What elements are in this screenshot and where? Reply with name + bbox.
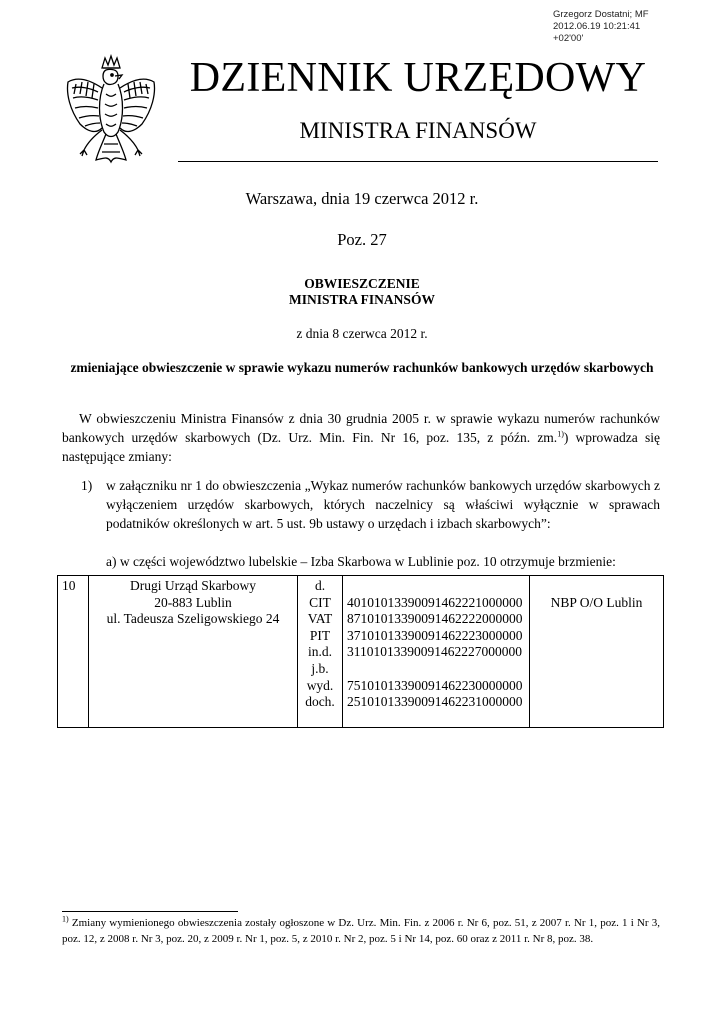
gazette-subtitle: MINISTRA FINANSÓW [299,118,537,143]
footnote-ref: 1) [557,429,564,439]
digital-signature [553,9,718,45]
item-number: 1) [81,478,93,493]
intro-paragraph [62,409,660,466]
intro-end: ) wprowadza się następujące zmiany: [62,430,660,464]
document-issuer: MINISTRA FINANSÓW [289,292,435,307]
position-number: Poz. 27 [337,230,387,249]
accounts-table [57,575,664,728]
masthead-divider [178,161,658,162]
footnote [62,916,660,947]
bank-cell [530,576,664,728]
gazette-title: DZIENNIK URZĘDOWY [189,55,647,101]
type-label: PIT [309,627,331,643]
type-label: in.d. [307,644,332,660]
account-number [347,578,525,595]
polish-eagle-emblem-icon [62,54,160,176]
signature-signer: Grzegorz Dostatni; MF [553,9,649,20]
account-number: 87101013390091462222000000 [347,611,523,627]
account-number: 25101013390091462231000000 [347,694,523,710]
signature-timestamp: 2012.06.19 10:21:41 [553,21,641,32]
account-number: 31101013390091462227000000 [347,644,522,660]
type-label: d. [314,578,326,593]
table-row [58,576,664,728]
office-cell [89,576,298,728]
place-date: Warszawa, dnia 19 czerwca 2012 r. [245,189,479,208]
type-label: j.b. [311,660,329,676]
subitem-text: a) w części województwo lubelskie – Izba Skarbowa w Lublinie poz. 10 otrzymuje brzmienie: [106,554,616,569]
office-street: ul. Tadeusza Szeligowskiego 24 [106,611,280,627]
office-city: 20-883 Lublin [154,594,232,610]
row-number: 10 [58,576,89,728]
document-heading: OBWIESZCZENIE [304,276,420,291]
account-number: 75101013390091462230000000 [347,677,523,693]
account-cell [343,576,530,728]
account-number: 40101013390091462221000000 [347,594,523,610]
bank-name: NBP O/O Lublin [550,594,643,610]
issue-date: z dnia 8 czerwca 2012 r. [296,326,428,341]
type-label: VAT [307,611,333,627]
type-label: CIT [309,594,331,610]
document-subject: zmieniające obwieszczenie w sprawie wykazu numerów rachunków bankowych urzędów skarbowych [70,360,654,375]
type-cell [298,576,343,728]
account-number: 37101013390091462223000000 [347,627,523,643]
office-name: Drugi Urząd Skarbowy [130,578,256,593]
type-label: doch. [305,694,335,710]
item-text: w załączniku nr 1 do obwieszczenia „Wykaz numerów rachunków bankowych urzędów skarbowych z wyłączeniem urzędów skarbowych, których naczelnicy są właściwi wyłącznie w sprawach podatników określonych w art. 5 ust. 9b ustawy o urzędach i izbach skarbowych”: [106,478,660,531]
intro-text: W obwieszczeniu Ministra Finansów z dnia 30 grudnia 2005 r. w sprawie wykazu numerów rachunków bankowych urzędów skarbowych (Dz. Urz. Min. Fin. Nr 16, poz. 135, z późn. zm. [62,411,660,445]
footnote-divider [62,911,238,912]
account-number [347,661,525,678]
signature-timezone: +02'00' [553,33,584,44]
footnote-text: Zmiany wymienionego obwieszczenia zostały ogłoszone w Dz. Urz. Min. Fin. z 2006 r. Nr 6, poz. 51, z 2007 r. Nr 1, poz. 1 i Nr 3, poz. 12, z 2008 r. Nr 3, poz. 20, z 2009 r. Nr 1, poz. 5, z 2010 r. Nr 2, poz. 5 i Nr 14, poz. 60 oraz z 2011 r. Nr 8, poz. 38. [62,917,660,945]
footnote-marker: 1) [62,914,69,924]
type-label: wyd. [306,677,334,693]
